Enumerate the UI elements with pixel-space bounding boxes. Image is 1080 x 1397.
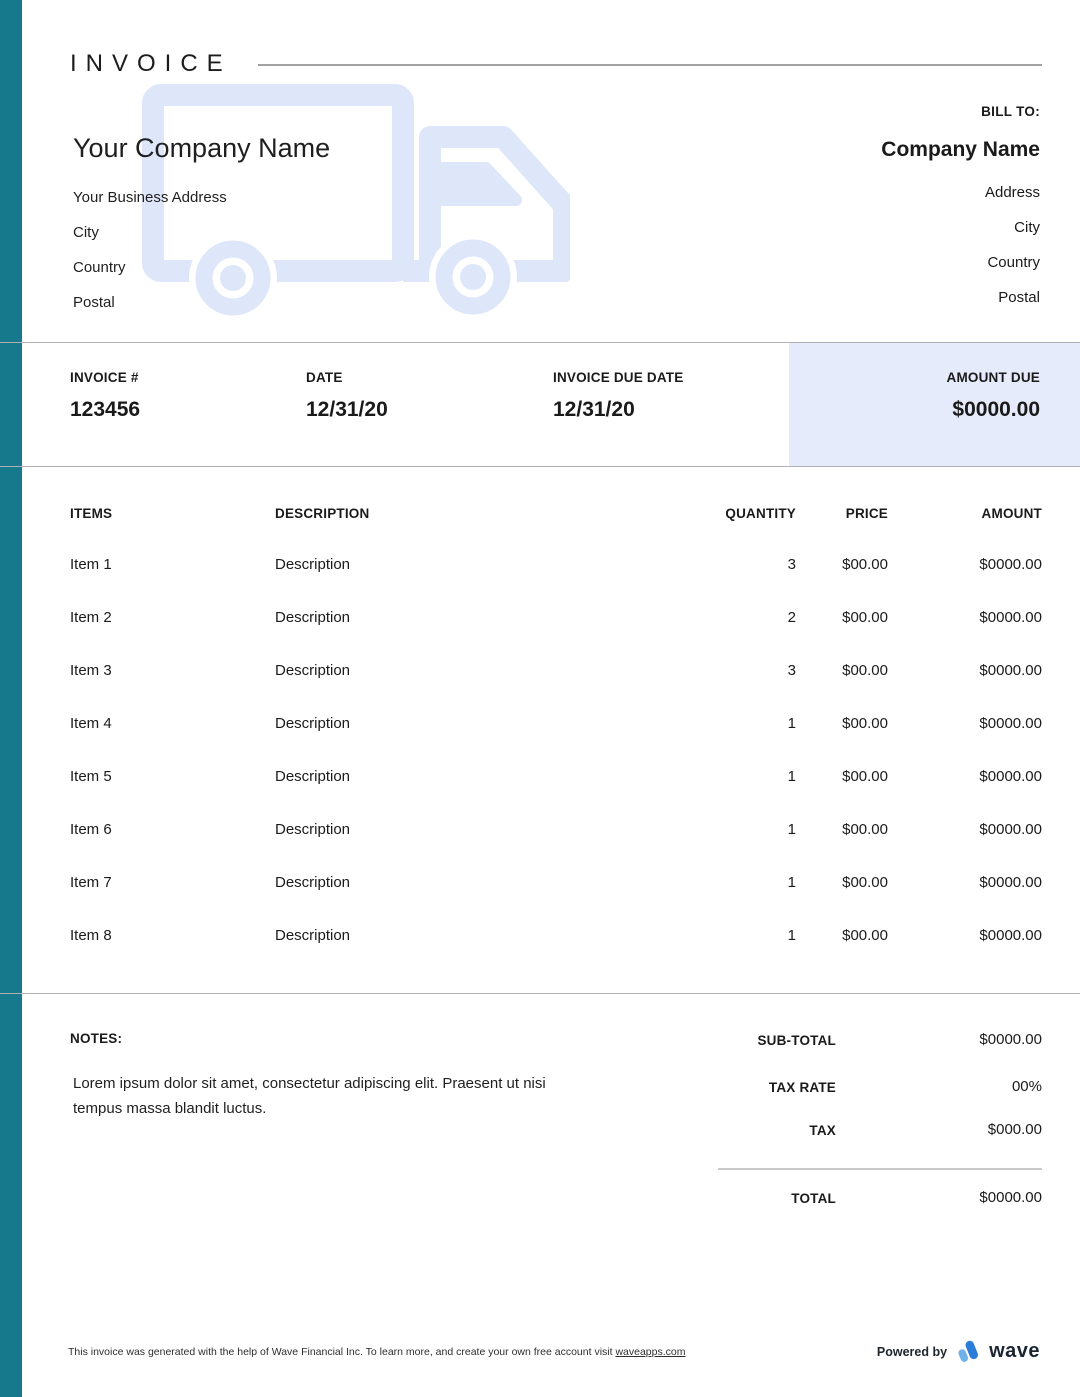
item-price: $00.00 bbox=[842, 927, 888, 944]
item-amount: $0000.00 bbox=[979, 609, 1042, 626]
bill-to-address-line: Country bbox=[987, 254, 1040, 271]
item-amount: $0000.00 bbox=[979, 715, 1042, 732]
item-price: $00.00 bbox=[842, 556, 888, 573]
item-description: Description bbox=[275, 821, 351, 838]
item-description: Description bbox=[275, 874, 351, 891]
bill-to-heading: BILL TO: bbox=[981, 104, 1040, 119]
total-row bbox=[660, 1189, 1042, 1206]
company-block bbox=[73, 133, 330, 320]
invoice-date-col bbox=[306, 370, 388, 422]
amount-due-label: AMOUNT DUE bbox=[946, 370, 1040, 385]
item-description: Description bbox=[275, 662, 351, 679]
total-label: TOTAL bbox=[791, 1191, 836, 1206]
item-name: Item 2 bbox=[70, 609, 112, 626]
table-row bbox=[70, 821, 1042, 874]
invoice-due-date-label: INVOICE DUE DATE bbox=[553, 370, 684, 385]
subtotal-value: $0000.00 bbox=[979, 1031, 1042, 1048]
details-band-bottom-rule bbox=[0, 466, 1080, 467]
invoice-date-value: 12/31/20 bbox=[306, 398, 388, 421]
item-name: Item 6 bbox=[70, 821, 112, 838]
amount-due-value: $0000.00 bbox=[952, 398, 1040, 421]
wave-wordmark: wave bbox=[989, 1340, 1040, 1362]
item-quantity: 1 bbox=[787, 874, 796, 891]
item-name: Item 3 bbox=[70, 662, 112, 679]
wave-logo-icon bbox=[955, 1338, 981, 1365]
bill-to-address-line: Address bbox=[984, 184, 1040, 201]
tax-label: TAX bbox=[809, 1123, 836, 1138]
bill-to-block bbox=[881, 104, 1040, 315]
table-row bbox=[70, 662, 1042, 715]
details-band-top-rule bbox=[0, 342, 1080, 343]
amount-due-box bbox=[789, 343, 1080, 466]
total-value: $0000.00 bbox=[979, 1189, 1042, 1206]
item-amount: $0000.00 bbox=[979, 662, 1042, 679]
invoice-due-date-value: 12/31/20 bbox=[553, 398, 635, 421]
bill-to-name: Company Name bbox=[881, 138, 1040, 161]
bill-to-address-line: City bbox=[1014, 219, 1040, 236]
item-name: Item 8 bbox=[70, 927, 112, 944]
item-description: Description bbox=[275, 556, 351, 573]
items-table bbox=[0, 466, 1080, 980]
powered-by-label: Powered by bbox=[876, 1344, 948, 1359]
item-quantity: 1 bbox=[787, 715, 796, 732]
header-quantity: QUANTITY bbox=[725, 506, 796, 521]
waveapps-link[interactable]: waveapps.com bbox=[615, 1346, 686, 1358]
company-address-line: City bbox=[73, 224, 99, 241]
item-name: Item 7 bbox=[70, 874, 112, 891]
table-row bbox=[70, 556, 1042, 609]
item-description: Description bbox=[275, 768, 351, 785]
tax-rate-row bbox=[660, 1078, 1042, 1095]
item-amount: $0000.00 bbox=[979, 556, 1042, 573]
invoice-number-label: INVOICE # bbox=[70, 370, 139, 385]
totals-block bbox=[660, 1031, 1042, 1206]
item-name: Item 5 bbox=[70, 768, 112, 785]
item-price: $00.00 bbox=[842, 821, 888, 838]
bill-to-address-line: Postal bbox=[998, 289, 1040, 306]
subtotal-row bbox=[660, 1031, 1042, 1048]
invoice-number-value: 123456 bbox=[70, 398, 141, 421]
tax-value: $000.00 bbox=[987, 1121, 1042, 1138]
tax-rate-value: 00% bbox=[1011, 1078, 1042, 1095]
item-price: $00.00 bbox=[842, 662, 888, 679]
header-price: PRICE bbox=[845, 506, 888, 521]
item-quantity: 3 bbox=[787, 556, 796, 573]
items-table-header bbox=[70, 506, 1042, 556]
item-price: $00.00 bbox=[842, 715, 888, 732]
item-description: Description bbox=[275, 609, 351, 626]
tax-rate-label: TAX RATE bbox=[768, 1080, 836, 1095]
notes-text: Lorem ipsum dolor sit amet, consectetur adipiscing elit. Praesent ut nisi tempus massa blandit luctus. bbox=[73, 1075, 546, 1117]
notes-heading: NOTES: bbox=[70, 1031, 123, 1046]
item-amount: $0000.00 bbox=[979, 874, 1042, 891]
footer-disclaimer-text: This invoice was generated with the help of Wave Financial Inc. To learn more, and create your own free account visit bbox=[68, 1346, 616, 1358]
item-quantity: 1 bbox=[787, 768, 796, 785]
page-title: INVOICE bbox=[70, 50, 232, 77]
invoice-date-label: DATE bbox=[306, 370, 343, 385]
title-rule bbox=[258, 64, 1042, 66]
company-name: Your Company Name bbox=[73, 133, 331, 163]
table-row bbox=[70, 927, 1042, 980]
footer-disclaimer bbox=[68, 1346, 686, 1358]
company-address-line: Your Business Address bbox=[73, 189, 227, 206]
table-row bbox=[70, 715, 1042, 768]
company-address-line: Country bbox=[73, 259, 126, 276]
table-row bbox=[70, 768, 1042, 821]
item-quantity: 3 bbox=[787, 662, 796, 679]
tax-row bbox=[660, 1121, 1042, 1138]
item-amount: $0000.00 bbox=[979, 927, 1042, 944]
invoice-due-date-col bbox=[553, 370, 683, 422]
item-price: $00.00 bbox=[842, 874, 888, 891]
notes-section-rule bbox=[0, 993, 1080, 994]
total-divider bbox=[718, 1168, 1042, 1170]
item-quantity: 1 bbox=[787, 821, 796, 838]
invoice-number-col bbox=[70, 370, 140, 422]
item-description: Description bbox=[275, 927, 351, 944]
item-quantity: 1 bbox=[787, 927, 796, 944]
header bbox=[70, 50, 1042, 78]
item-price: $00.00 bbox=[842, 768, 888, 785]
item-quantity: 2 bbox=[787, 609, 796, 626]
invoice-details-band bbox=[0, 343, 1080, 466]
header-amount: AMOUNT bbox=[981, 506, 1042, 521]
item-name: Item 4 bbox=[70, 715, 112, 732]
header-description: DESCRIPTION bbox=[275, 506, 370, 521]
powered-by-block bbox=[877, 1338, 1040, 1365]
item-description: Description bbox=[275, 715, 351, 732]
table-row bbox=[70, 609, 1042, 662]
item-amount: $0000.00 bbox=[979, 821, 1042, 838]
company-address-line: Postal bbox=[73, 294, 115, 311]
item-name: Item 1 bbox=[70, 556, 112, 573]
item-price: $00.00 bbox=[842, 609, 888, 626]
subtotal-label: SUB-TOTAL bbox=[757, 1033, 836, 1048]
item-amount: $0000.00 bbox=[979, 768, 1042, 785]
table-row bbox=[70, 874, 1042, 927]
header-items: ITEMS bbox=[70, 506, 113, 521]
